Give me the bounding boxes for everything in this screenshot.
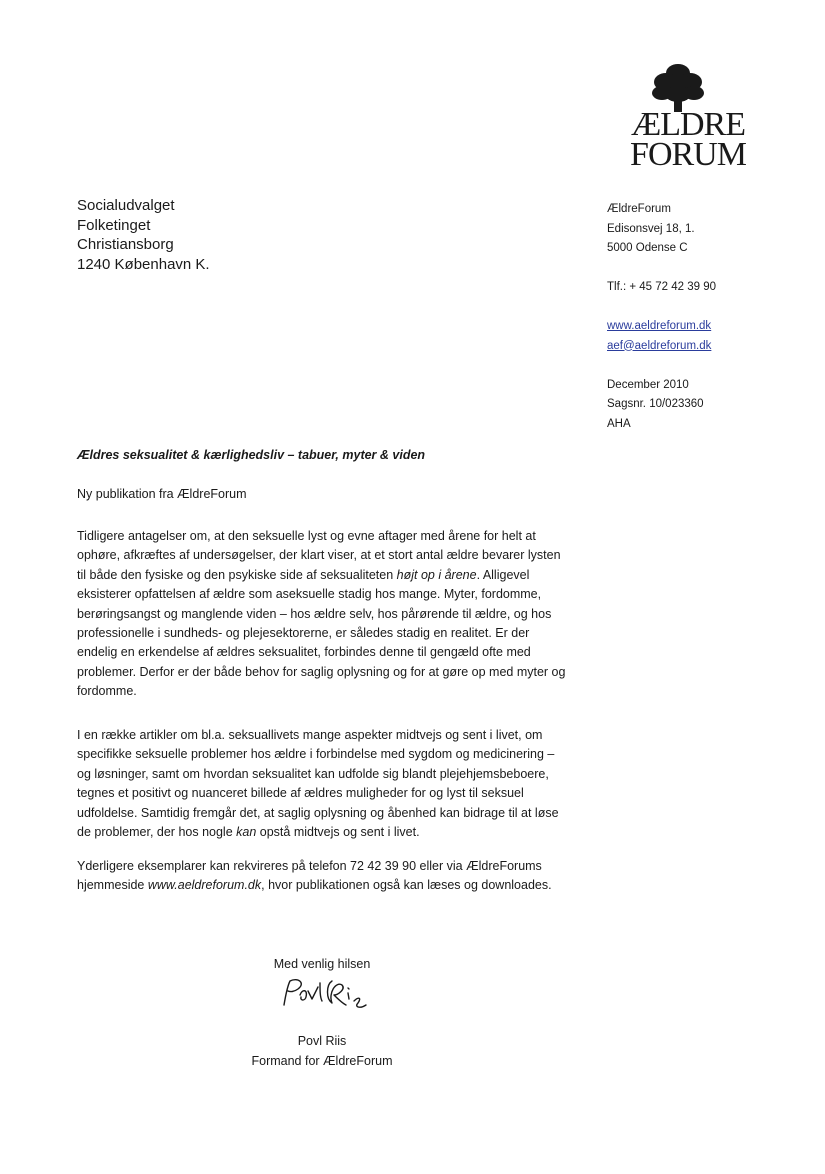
paragraph-line: Yderligere eksemplarer kan rekvireres på telefon 72 42 39 90 eller via ÆldreForums (77, 859, 542, 873)
paragraph-line: tegnes et positivt og nuanceret billede af ældres muligheder for og lyst til seksuel (77, 786, 524, 801)
logo-text-line1: ÆLDRE (631, 106, 745, 143)
website-reference: www.aeldreforum.dk (147, 878, 262, 893)
paragraph-line: berøringsangst og manglende viden – hos ældre selv, hos pårørende til ældre, og hos (77, 606, 552, 621)
case-number: Sagsnr. 10/023360 (607, 398, 704, 410)
paragraph-2 (77, 726, 577, 842)
paragraph-line: problemer. Derfor er der både behov for saglig oplysning og for at gøre op med myter og (77, 664, 566, 679)
recipient-line: Christiansborg (77, 236, 174, 253)
paragraph-3 (77, 857, 577, 896)
initials: AHA (607, 417, 631, 430)
text-run: . Alligevel (476, 567, 530, 582)
paragraph-line: I en række artikler om bl.a. seksuallivets mange aspekter midtvejs og sent i livet, om (77, 728, 543, 742)
aeldreforum-logo (618, 62, 758, 174)
recipient-line: Folketinget (77, 216, 151, 234)
recipient-line: Socialudvalget (77, 197, 175, 214)
sender-city: 5000 Odense C (607, 242, 688, 254)
sender-info (607, 200, 807, 434)
email-link[interactable]: aef@aeldreforum.dk (607, 339, 712, 352)
paragraph-line: specifikke seksuelle problemer hos ældre i forbindelse med sygdom og medicinering – (77, 747, 555, 762)
letter-intro: Ny publikation fra ÆldreForum (77, 487, 247, 501)
text-run: hjemmeside (77, 878, 148, 893)
emphasis-text: højt op i årene (396, 567, 477, 582)
closing-greeting: Med venlig hilsen (273, 957, 371, 971)
paragraph-line: og løsninger, samt om hvordan seksualitet kan udfolde sig blandt plejehjemsbeboere, (77, 766, 549, 781)
letter-title: Ældres seksualitet & kærlighedsliv – tabuer, myter & viden (77, 448, 426, 462)
paragraph-line: professionelle i sundheds- og plejesektorerne, er således stadig en realitet. Er der (77, 626, 530, 641)
paragraph-line (77, 823, 577, 842)
paragraph-line: udfoldelse. Samtidig fremgår det, at saglig oplysning og åbenhed kan bidrage til at løse (77, 805, 559, 820)
paragraph-line (77, 566, 577, 585)
text-run: , hvor publikationen også kan læses og downloades. (261, 878, 552, 893)
handwritten-signature (276, 975, 376, 1015)
text-run: opstå midtvejs og sent i livet. (256, 825, 420, 840)
paragraph-line: ophøre, afkræftes af undersøgelser, der klart viser, at et stort antal ældre bevarer lysten (77, 548, 561, 563)
paragraph-line (77, 876, 577, 895)
sender-street: Edisonsvej 18, 1. (607, 222, 695, 235)
recipient-address (77, 196, 210, 274)
website-link[interactable]: www.aeldreforum.dk (607, 320, 712, 332)
sender-phone: Tlf.: + 45 72 42 39 90 (607, 281, 717, 293)
text-run: til både den fysiske og den psykiske side af seksualiteten (77, 567, 397, 582)
paragraph-line: Tidligere antagelser om, at den seksuelle lyst og evne aftager med årene for helt at (77, 529, 536, 543)
paragraph-line: eksisterer opfattelsen af ældre som aseksuelle stadig hos mange. Myter, fordomme, (77, 587, 542, 602)
paragraph-line: endelig en erkendelse af ældres seksualitet, forbindes denne til gengæld ofte med (77, 645, 531, 660)
signatory-title: Formand for ÆldreForum (251, 1054, 393, 1068)
paragraph-line: fordomme. (77, 684, 137, 699)
logo-text-line2: FORUM (630, 136, 746, 173)
sender-org: ÆldreForum (607, 203, 671, 215)
paragraph-1 (77, 527, 577, 702)
letter-date: December 2010 (607, 378, 689, 391)
recipient-line: 1240 København K. (77, 255, 210, 273)
emphasis-text: kan (236, 825, 257, 840)
signatory-name: Povl Riis (297, 1034, 347, 1048)
tree-icon (618, 62, 758, 112)
text-run: de problemer, der hos nogle (77, 825, 237, 840)
